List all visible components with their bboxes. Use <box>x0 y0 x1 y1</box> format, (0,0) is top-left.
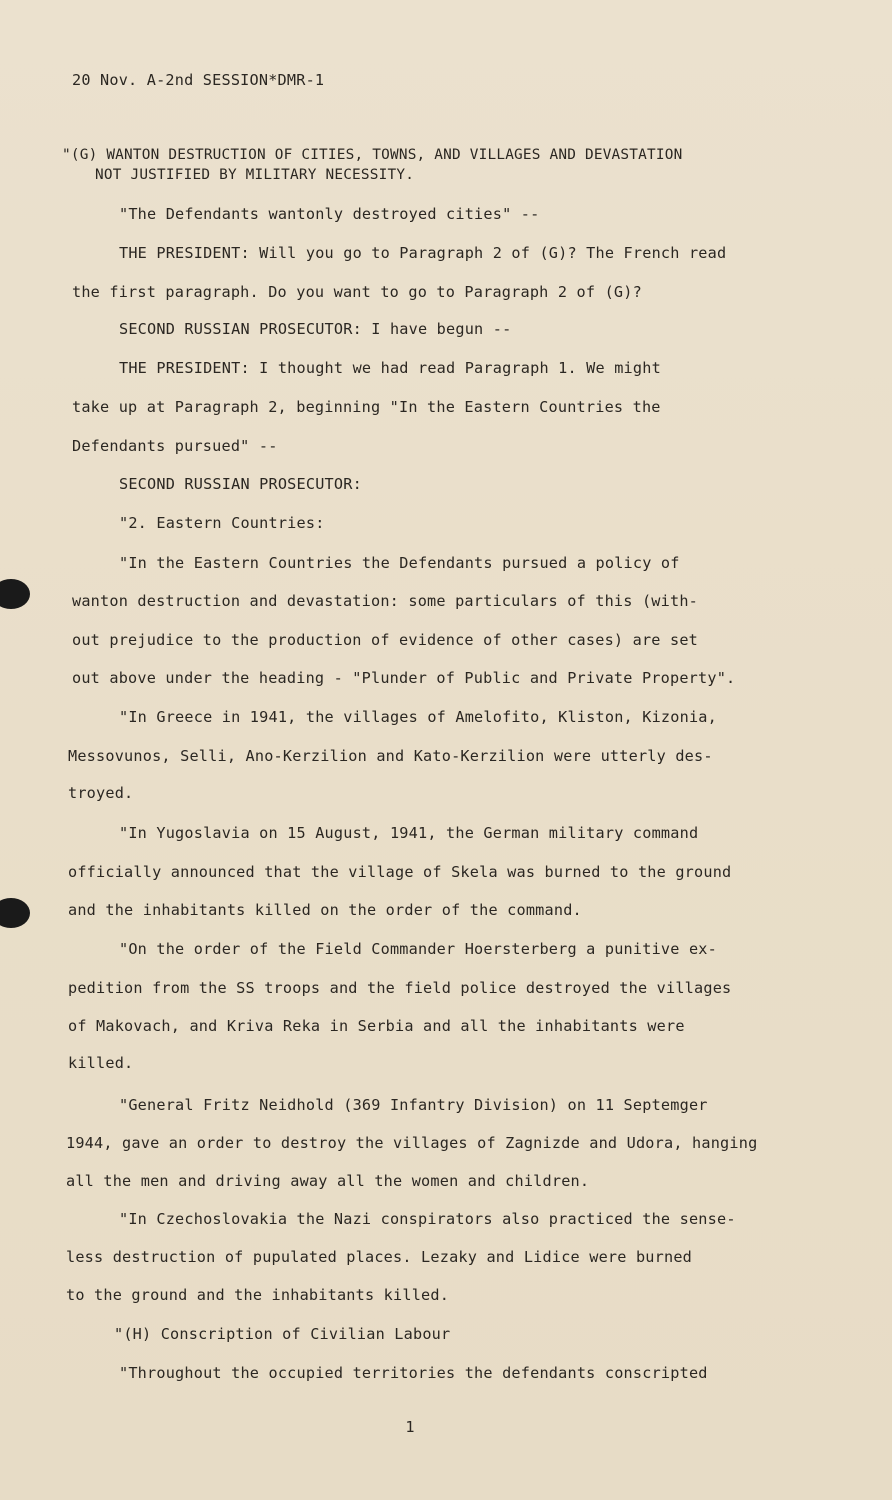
text-line: 1944, gave an order to destroy the villages of Zagnizde and Udora, hanging <box>66 1134 758 1152</box>
section-heading-line-1: "(G) WANTON DESTRUCTION OF CITIES, TOWNS, AND VILLAGES AND DEVASTATION <box>62 147 683 163</box>
page-number: 1 <box>405 1418 415 1436</box>
subsection-heading: "(H) Conscription of Civilian Labour <box>114 1325 451 1343</box>
binder-hole-top <box>0 579 30 609</box>
text-line: SECOND RUSSIAN PROSECUTOR: <box>119 475 362 493</box>
text-line: troyed. <box>68 784 134 802</box>
text-line: and the inhabitants killed on the order of the command. <box>68 901 582 919</box>
text-line: "On the order of the Field Commander Hoersterberg a punitive ex- <box>119 940 717 958</box>
text-line: wanton destruction and devastation: some particulars of this (with- <box>72 592 699 610</box>
text-line: THE PRESIDENT: Will you go to Paragraph 2 of (G)? The French read <box>119 244 727 262</box>
text-line: the first paragraph. Do you want to go to Paragraph 2 of (G)? <box>72 283 642 301</box>
text-line: out prejudice to the production of evidence of other cases) are set <box>72 631 699 649</box>
text-line: "General Fritz Neidhold (369 Infantry Division) on 11 Septemger <box>119 1096 708 1114</box>
text-line: "In Czechoslovakia the Nazi conspirators also practiced the sense- <box>119 1210 736 1228</box>
text-line: officially announced that the village of Skela was burned to the ground <box>68 863 732 881</box>
text-line: out above under the heading - "Plunder of Public and Private Property". <box>72 669 736 687</box>
text-line: "Throughout the occupied territories the defendants conscripted <box>119 1364 708 1382</box>
text-line: "The Defendants wantonly destroyed cities" -- <box>119 205 540 223</box>
text-line: "In the Eastern Countries the Defendants pursued a policy of <box>119 554 680 572</box>
page-header: 20 Nov. A-2nd SESSION*DMR-1 <box>72 71 325 89</box>
text-line: of Makovach, and Kriva Reka in Serbia and all the inhabitants were <box>68 1017 685 1035</box>
text-line: to the ground and the inhabitants killed. <box>66 1286 450 1304</box>
text-line: SECOND RUSSIAN PROSECUTOR: I have begun -- <box>119 320 512 338</box>
text-line: Messovunos, Selli, Ano-Kerzilion and Kato-Kerzilion were utterly des- <box>68 747 713 765</box>
text-line: less destruction of pupulated places. Lezaky and Lidice were burned <box>66 1248 693 1266</box>
text-line: "In Yugoslavia on 15 August, 1941, the German military command <box>119 824 699 842</box>
text-line: THE PRESIDENT: I thought we had read Paragraph 1. We might <box>119 359 661 377</box>
text-line: killed. <box>68 1054 134 1072</box>
text-line: Defendants pursued" -- <box>72 437 278 455</box>
text-line: "2. Eastern Countries: <box>119 514 325 532</box>
section-heading-line-2: NOT JUSTIFIED BY MILITARY NECESSITY. <box>95 167 415 183</box>
text-line: pedition from the SS troops and the field police destroyed the villages <box>68 979 732 997</box>
text-line: all the men and driving away all the women and children. <box>66 1172 590 1190</box>
text-line: "In Greece in 1941, the villages of Amelofito, Kliston, Kizonia, <box>119 708 717 726</box>
text-line: take up at Paragraph 2, beginning "In the Eastern Countries the <box>72 398 661 416</box>
binder-hole-bottom <box>0 898 30 928</box>
